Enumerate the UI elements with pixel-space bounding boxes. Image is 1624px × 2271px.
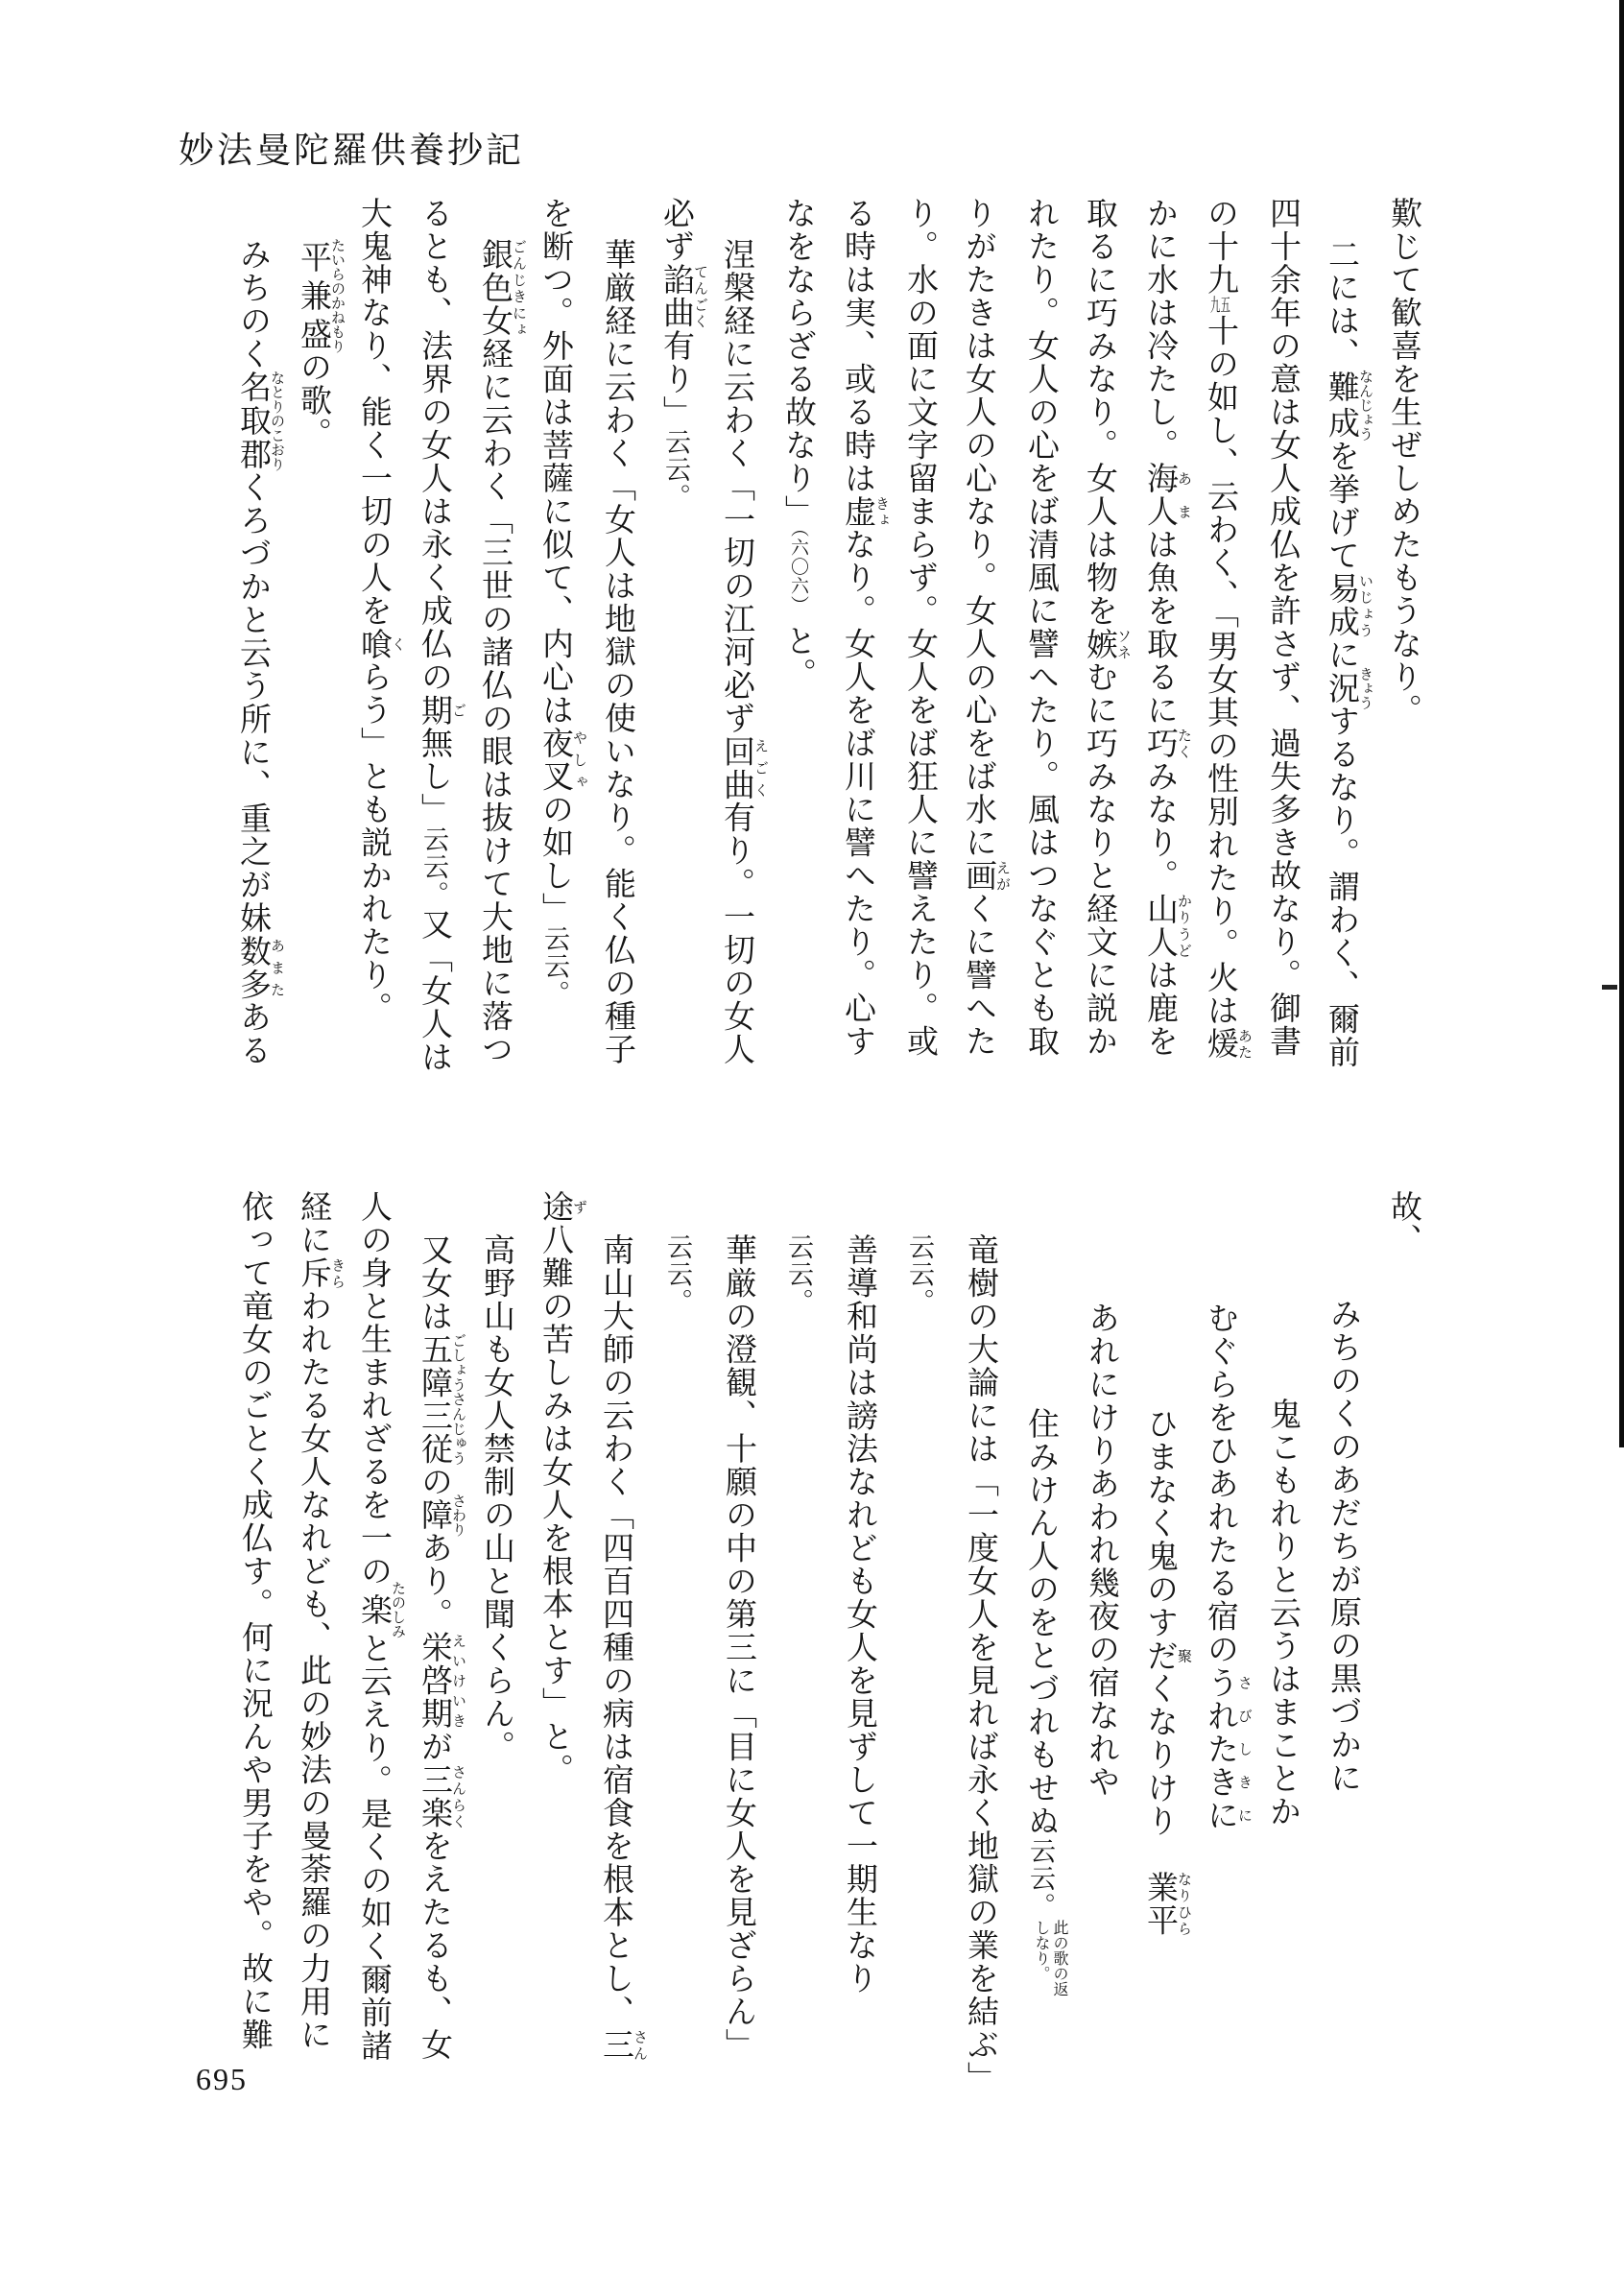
ruby-glossed-text: 楽 たのしみ (356, 1581, 405, 1638)
ruby-glossed-text: 海人 あま (1142, 462, 1191, 528)
text-column: 云云。 (784, 1233, 813, 1316)
scan-edge-line (1619, 0, 1624, 1447)
ruby-glossed-text: 業平 なりひら (1142, 1870, 1191, 1937)
ruby-glossed-text: 巧 たく (1142, 727, 1191, 760)
ruby-glossed-text: 回曲 えごく (719, 734, 768, 801)
text-column: あれにけりあわれ幾夜の宿なれや (1084, 1302, 1118, 1799)
ruby-glossed-text: だ 聚 (1142, 1638, 1191, 1672)
ruby-glossed-text: 難成 なんじょう (1324, 369, 1373, 442)
scan-mark (1602, 985, 1617, 990)
text-column: 住みけん人のをとづれもせぬ云云。 此の歌の返 しなり。 (1023, 1407, 1067, 1996)
top-text-block (222, 197, 1433, 1142)
text-column: 途 ず八難の苦しみは女人を根本とす」と。 (537, 1190, 586, 1786)
page-title: 妙法曼陀羅供養抄記 (179, 131, 524, 171)
text-column: の十九九五十の如し、云わく、「男女其の性別れたり。火は煖 あた (1203, 197, 1252, 1061)
text-column: 善導和尚は謗法なれども女人を見ずして一期生なり (842, 1233, 876, 1996)
ruby-glossed-text: 山人 かりうど (1142, 892, 1191, 959)
ruby-glossed-text: 名取郡 なとりのこおり (235, 370, 284, 471)
ruby-glossed-text: 喰 く (356, 627, 405, 660)
ruby-glossed-text: 嫉 ソネ (1082, 627, 1131, 660)
text-column: れたり。女人の心をば清風に譬へたり。風はつなぐとも取 (1023, 197, 1058, 1058)
text-column: 歎じて歓喜を生ぜしめたもうなり。 (1386, 197, 1421, 727)
text-column: 取るに巧みなり。女人は物を嫉 ソネむに巧みなりと経文に説か (1082, 197, 1131, 1058)
text-column: りがたきは女人の心なり。女人の心をば水に画 えがくに譬へた (961, 197, 1010, 1058)
text-column: 華厳の澄観、十願の中の第三に「目に女人を見ざらん」 (721, 1233, 755, 2062)
text-column: 二には、難成 なんじょうを挙げて易成 いじょうに況 きょうするなり。謂わく、爾前 (1324, 238, 1373, 1069)
ruby-glossed-text: 諂曲 てんごく (658, 263, 707, 329)
text-column: 四十余年の意は女人成仏を許さず、過失多き故なり。御書 (1265, 197, 1300, 1058)
text-column: 依って竜女のごとく成仏す。何に況んや男子をや。故に難 (237, 1190, 272, 2051)
ruby-glossed-text: 期 ご (417, 693, 466, 727)
text-column: 必ず諂曲 てんごく有り」云云。 (658, 197, 707, 511)
ruby-glossed-text: 栄啓期 えいけいき (417, 1631, 466, 1731)
ruby-glossed-text: 況 きょう (1324, 666, 1373, 710)
text-column: かに水は冷たし。海人 あまは魚を取るに巧 たくみなり。山人 かりうどは鹿を (1142, 197, 1191, 1058)
ruby-glossed-text: 障 さわり (417, 1493, 466, 1537)
text-column: を断つ。外面は菩薩に似て、内心は夜叉 やしゃの如し」云云。 (537, 197, 586, 1008)
ruby-glossed-text: 五障三従 ごしょうさんじゅう (417, 1332, 466, 1466)
ruby-glossed-text: 三楽 さんらく (417, 1763, 466, 1829)
text-column: むぐらをひあれたる宿のうれたきに さびしきに (1203, 1302, 1252, 1831)
ruby-glossed-text: 易成 いじょう (1324, 572, 1373, 638)
text-column: 云云。 (663, 1233, 692, 1316)
ruby-glossed-text: 虚 きょ (840, 494, 889, 528)
text-column: みちのく名取郡 なとりのこおりくろづかと云う所に、重之が妹数多 あまたある (235, 238, 284, 1067)
text-column: 又女は五障三従 ごしょうさんじゅうの障 さわりあり。栄啓期 えいけいきが三楽 さんらくをえたるも、女 (417, 1233, 466, 2062)
text-column: 華厳経に云わく「女人は地獄の使いなり。能く仏の種子 (600, 238, 634, 1066)
ruby-glossed-text: うれたきに さびしきに (1203, 1665, 1252, 1831)
text-column: 云云。 (905, 1233, 934, 1316)
ruby-glossed-text: 数多 あまた (235, 934, 284, 1001)
text-column: 鬼こもれりと云うはまことか (1265, 1398, 1300, 1829)
text-column: 銀色女 ごんじきにょ経に云わく「三世の諸仏の眼は抜けて大地に落つ (477, 238, 526, 1066)
text-column: 涅槃経に云わく「一切の江河必ず回曲 えごく有り。一切の女人 (719, 238, 768, 1066)
ruby-glossed-text: 煖 あた (1203, 1027, 1252, 1061)
ruby-glossed-text: 三 さん (598, 2028, 647, 2062)
text-column: みちのくのあだちが原の黒づかに (1325, 1298, 1360, 1795)
ruby-glossed-text: 銀色女 ごんじきにょ (477, 238, 526, 338)
text-column: り。水の面に文字留まらず。女人をば狂人に譬えたり。或 (902, 197, 937, 1058)
text-column: 高野山も女人禁制の山と聞くらん。 (479, 1233, 513, 1763)
inline-note: 此の歌の返 しなり。 (1033, 1920, 1067, 1996)
text-column: 南山大師の云わく「四百四種の病は宿食を根本とし、三 さん (598, 1233, 647, 2062)
text-column: ひまなく鬼のすだ 聚くなりけり業平 なりひら (1142, 1407, 1191, 1937)
bottom-text-block (222, 1190, 1433, 2145)
page-number: 695 (196, 2062, 248, 2096)
ruby-glossed-text: 途 ず (537, 1190, 586, 1224)
text-column: なをならざる故なり」（六〇六）と。 (780, 197, 815, 691)
text-column: るとも、法界の女人は永く成仏の期 ご無し」云云。又「女人は (417, 197, 466, 1074)
text-column: 竜樹の大論には「一度女人を見れば永く地獄の業を結ぶ」 (963, 1233, 997, 2094)
text-column: 大鬼神なり、能く一切の人を喰 くらう」とも説かれたり。 (356, 197, 405, 1025)
ruby-glossed-text: 夜叉 やしゃ (537, 727, 586, 793)
text-column: 故、 (1386, 1190, 1421, 1256)
text-column: る時は実、或る時は虚 きょなり。女人をば川に譬へたり。心す (840, 197, 889, 1058)
text-column: 平兼盛 たいらのかねもりの歌。 (296, 238, 345, 450)
ruby-glossed-text: 平兼盛 たいらのかねもり (296, 238, 345, 353)
ruby-glossed-text: 画 えが (961, 859, 1010, 893)
text-column: 経に斥 きらわれたる女人なれども、此の妙法の曼荼羅の力用に (296, 1190, 345, 2051)
text-column: 人の身と生まれざるを一の楽 たのしみと云えり。是くの如く爾前諸 (356, 1190, 405, 2063)
ruby-glossed-text: 斥 きら (296, 1256, 345, 1290)
